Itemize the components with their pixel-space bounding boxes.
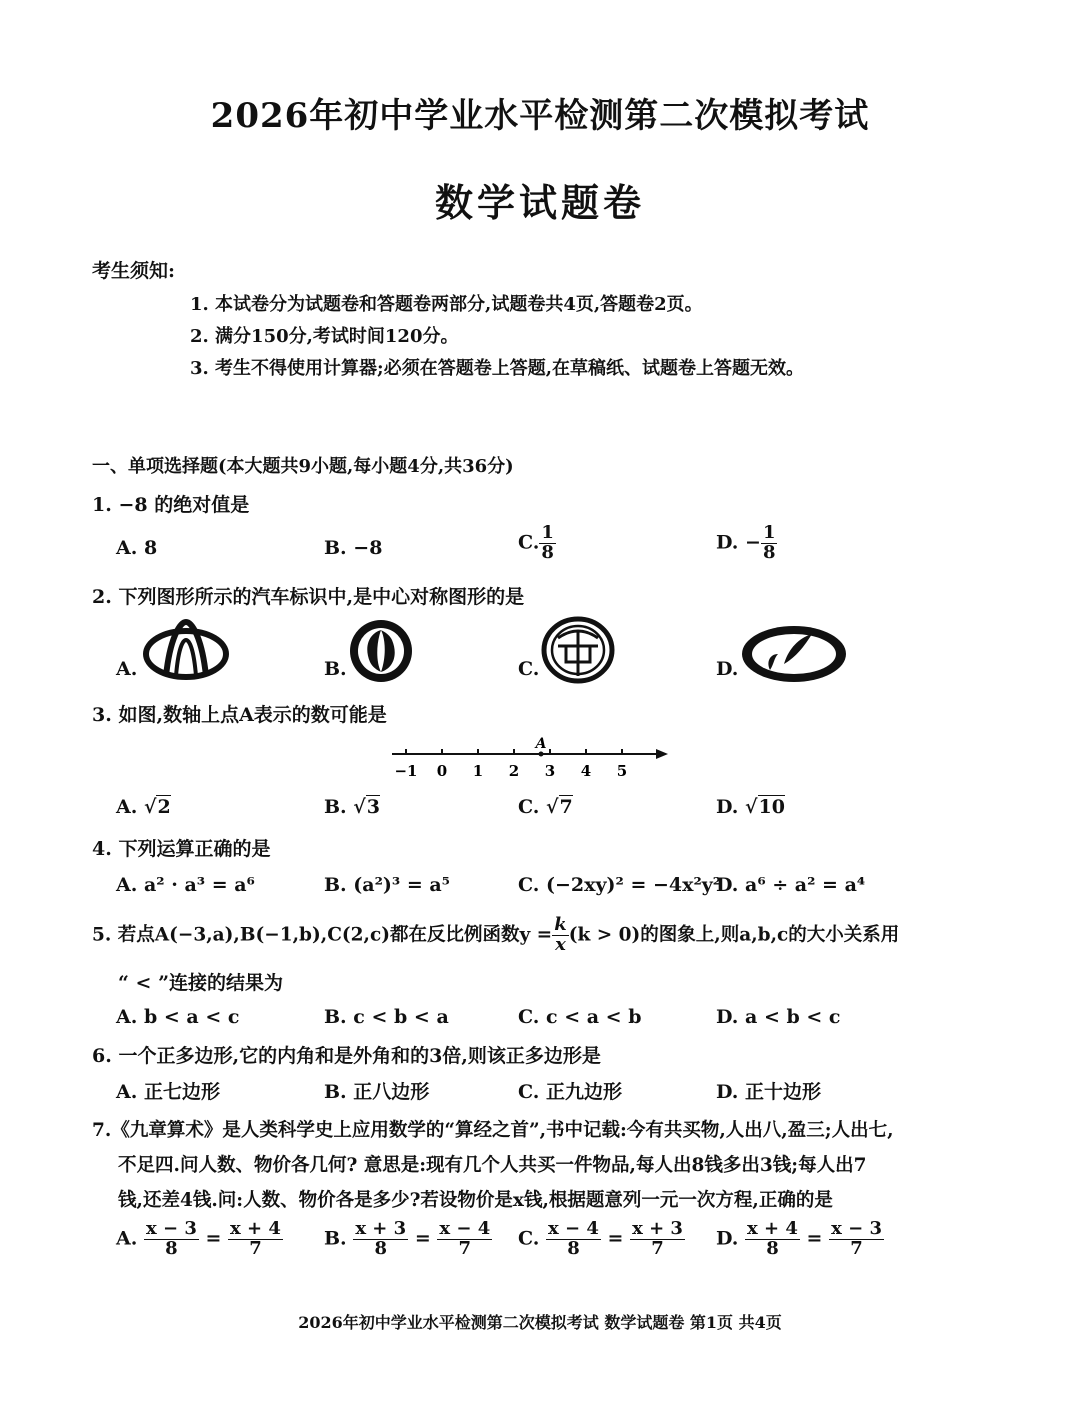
- q7-option-d: [716, 1220, 884, 1259]
- q5-stem: [92, 916, 899, 955]
- fraction-numerator: x + 3: [355, 1218, 407, 1239]
- notice-item-3: 3. 考生不得使用计算器;必须在答题卷上答题,在草稿纸、试题卷上答题无效。: [190, 358, 804, 379]
- q5-option-d: D. a < b < c: [716, 1006, 841, 1028]
- q1-option-a: A. 8: [116, 537, 158, 559]
- number-line-tick-label: 1: [472, 762, 484, 780]
- q3-option-d: [716, 796, 785, 818]
- q1-option-b: B. −8: [324, 537, 383, 559]
- fraction-denominator: 7: [850, 1237, 863, 1259]
- q4-option-a: A. a² · a³ = a⁶: [116, 874, 255, 896]
- q3-option-a-label: A. √: [116, 796, 157, 818]
- fraction-denominator: 8: [762, 541, 776, 563]
- q7-option-d-right-fraction: [829, 1220, 884, 1259]
- car-logo-c-icon: [540, 616, 616, 684]
- q3-stem: 3. 如图,数轴上点A表示的数可能是: [92, 704, 387, 726]
- fraction-denominator: 8: [374, 1237, 388, 1259]
- fraction-denominator: 7: [458, 1237, 472, 1259]
- car-logo-b-icon: [346, 618, 416, 684]
- q2-option-d-label: D.: [716, 658, 739, 680]
- q7-option-a-label: A.: [116, 1227, 138, 1250]
- car-logo-d-icon: [740, 624, 848, 684]
- number-line-tick-label: 2: [508, 762, 520, 780]
- q5-option-c: C. c < a < b: [518, 1006, 642, 1028]
- q4-stem: 4. 下列运算正确的是: [92, 838, 271, 860]
- section-heading: 一、单项选择题(本大题共9小题,每小题4分,共36分): [92, 456, 514, 477]
- q7-option-b: [324, 1220, 492, 1259]
- q1-option-d: [716, 524, 777, 563]
- q7-option-c: [518, 1220, 685, 1259]
- fraction-denominator: 7: [249, 1237, 262, 1259]
- fraction-numerator: x − 3: [831, 1218, 882, 1239]
- fraction-denominator: 7: [651, 1237, 664, 1259]
- fraction-numerator: x − 4: [439, 1218, 491, 1239]
- q6-option-b: B. 正八边形: [324, 1081, 430, 1103]
- q2-stem: 2. 下列图形所示的汽车标识中,是中心对称图形的是: [92, 586, 525, 608]
- fraction-numerator: x − 4: [548, 1218, 599, 1239]
- q1-option-c-label: C.: [518, 531, 540, 554]
- q7-option-c-left-fraction: [546, 1220, 601, 1259]
- q7-option-c-right-fraction: [630, 1220, 685, 1259]
- q3-option-b: [324, 796, 380, 818]
- fraction-numerator: x + 3: [632, 1218, 683, 1239]
- car-logo-a-icon: [140, 618, 232, 684]
- fraction-numerator: 1: [541, 522, 554, 543]
- q3-option-a: [116, 796, 171, 818]
- number-line-tick-label: −1: [394, 762, 418, 780]
- q3-option-c-label: C. √: [518, 796, 559, 818]
- paper-title: 数学试题卷: [434, 180, 645, 225]
- q4-option-d: D. a⁶ ÷ a² = a⁴: [716, 874, 866, 896]
- equals-sign: =: [205, 1227, 222, 1250]
- q1-option-c: [518, 524, 556, 563]
- equals-sign: =: [607, 1227, 624, 1250]
- exam-title: 2026年初中学业水平检测第二次模拟考试: [210, 96, 870, 136]
- fraction-numerator: x + 4: [747, 1218, 798, 1239]
- q1-option-c-fraction: [539, 524, 556, 563]
- q7-stem-line-2: 不足四.问人数、物价各几何? 意思是:现有几个人共买一件物品,每人出8钱多出3钱;每人出7: [118, 1155, 867, 1176]
- q5-option-a: A. b < a < c: [116, 1006, 240, 1028]
- q4-option-b: B. (a²)³ = a⁵: [324, 874, 451, 896]
- q7-option-c-label: C.: [518, 1227, 540, 1250]
- point-a-label: A: [535, 736, 547, 752]
- q5-stem-prefix: 5. 若点A(−3,a),B(−1,b),C(2,c)都在反比例函数y =: [92, 924, 553, 946]
- notice-item-2: 2. 满分150分,考试时间120分。: [190, 326, 459, 347]
- equals-sign: =: [806, 1227, 823, 1250]
- q1-stem: 1. −8 的绝对值是: [92, 494, 250, 516]
- point-a-marker: [539, 752, 544, 757]
- fraction-numerator: x − 3: [145, 1218, 197, 1239]
- fraction-numerator: 1: [762, 522, 776, 543]
- q3-option-d-label: D. √: [716, 796, 758, 818]
- q7-option-d-left-fraction: [745, 1220, 800, 1259]
- q7-option-a: [116, 1220, 283, 1259]
- fraction-denominator: 8: [165, 1237, 178, 1259]
- q7-option-d-label: D.: [716, 1227, 739, 1250]
- page-footer: 2026年初中学业水平检测第二次模拟考试 数学试题卷 第1页 共4页: [298, 1313, 782, 1332]
- number-line-tick-label: 3: [544, 762, 556, 780]
- q2-option-c-label: C.: [518, 658, 540, 680]
- fraction-denominator: 8: [766, 1237, 779, 1259]
- q3-option-b-label: B. √: [324, 796, 366, 818]
- q7-option-a-left-fraction: [144, 1220, 199, 1259]
- fraction-numerator: x + 4: [230, 1218, 281, 1239]
- notice-item-1: 1. 本试卷分为试题卷和答题卷两部分,试题卷共4页,答题卷2页。: [190, 294, 703, 315]
- q5-stem-suffix: (k > 0)的图象上,则a,b,c的大小关系用: [568, 924, 900, 946]
- q1-option-d-fraction: [761, 524, 778, 563]
- q6-option-c: C. 正九边形: [518, 1081, 623, 1103]
- q7-stem-line-1: 7.《九章算术》是人类科学史上应用数学的“算经之首”,书中记载:今有共买物,人出八,盈三;人出七,: [92, 1120, 894, 1141]
- q4-option-c: C. (−2xy)² = −4x²y²: [518, 874, 722, 896]
- q7-stem-line-3: 钱,还差4钱.问:人数、物价各是多少?若设物价是x钱,根据题意列一元一次方程,正确的是: [118, 1190, 833, 1211]
- fraction-numerator: k: [554, 914, 567, 935]
- number-line-tick-label: 4: [580, 762, 592, 780]
- number-line: [388, 736, 672, 786]
- q2-option-b-label: B.: [324, 658, 347, 680]
- q7-option-b-right-fraction: [437, 1220, 492, 1259]
- q3-option-c-radicand: 7: [559, 796, 573, 818]
- fraction-denominator: 8: [541, 541, 554, 563]
- q6-option-d: D. 正十边形: [716, 1081, 822, 1103]
- q7-option-a-right-fraction: [228, 1220, 283, 1259]
- equals-sign: =: [414, 1227, 431, 1250]
- fraction-denominator: 8: [567, 1237, 580, 1259]
- number-line-arrow: [656, 749, 668, 759]
- q6-option-a: A. 正七边形: [116, 1081, 220, 1103]
- number-line-tick-label: 0: [436, 762, 448, 780]
- q7-option-b-left-fraction: [353, 1220, 408, 1259]
- q7-option-b-label: B.: [324, 1227, 347, 1250]
- q6-stem: 6. 一个正多边形,它的内角和是外角和的3倍,则该正多边形是: [92, 1045, 601, 1067]
- notice-heading: 考生须知:: [92, 260, 176, 282]
- q3-option-d-radicand: 10: [758, 796, 785, 818]
- number-line-tick-label: 5: [616, 762, 628, 780]
- q5-option-b: B. c < b < a: [324, 1006, 449, 1028]
- q3-option-c: [518, 796, 573, 818]
- fraction-denominator: x: [555, 933, 566, 955]
- q3-option-a-radicand: 2: [157, 796, 171, 818]
- q2-option-a-label: A.: [116, 658, 138, 680]
- q1-option-d-label: D. −: [716, 531, 761, 554]
- q5-stem-continued: “ < ”连接的结果为: [118, 972, 284, 994]
- q3-option-b-radicand: 3: [366, 796, 381, 818]
- q5-function-fraction: [552, 916, 568, 955]
